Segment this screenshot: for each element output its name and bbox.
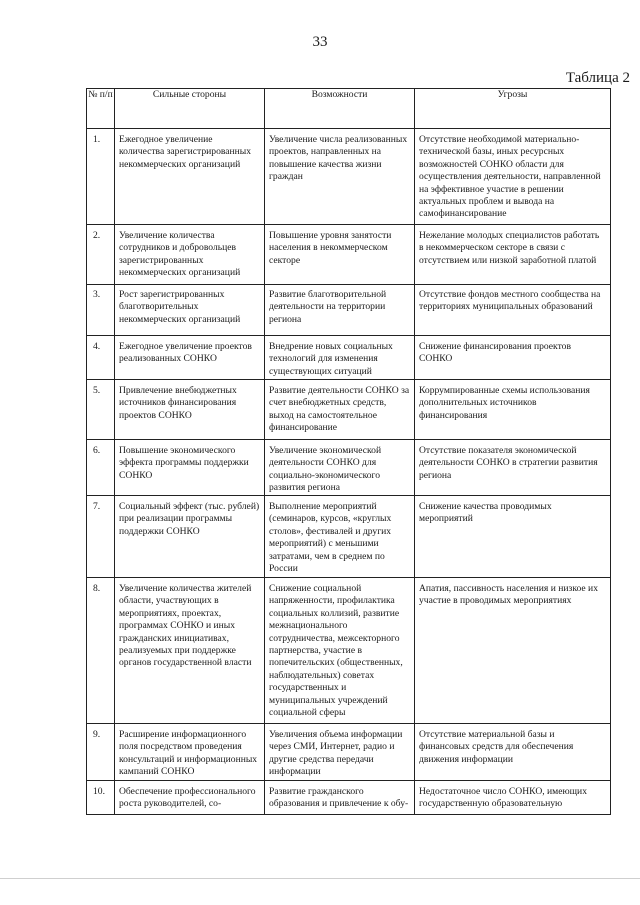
- strength-cell-text: Ежегодное увеличение количества зарегистрированных некоммерческих организаций: [119, 134, 252, 170]
- threat-cell-text: Снижение финансирования проектов СОНКО: [419, 341, 571, 365]
- threat-cell: [415, 225, 611, 285]
- page-edge-line: [0, 878, 640, 879]
- row-number: [87, 781, 115, 815]
- row-number: [87, 578, 115, 724]
- table-row: [87, 781, 611, 815]
- threat-cell-text: Снижение качества проводимых мероприятий: [419, 501, 552, 525]
- header-num: № п/п: [87, 89, 115, 129]
- threat-cell: [415, 380, 611, 440]
- opportunity-cell: [265, 578, 415, 724]
- row-number: [87, 336, 115, 380]
- opportunity-cell: [265, 336, 415, 380]
- strength-cell-text: Расширение информационного поля посредством проведения консультаций и информационных кампаний СОНКО: [119, 729, 258, 778]
- threat-cell-text: Апатия, пассивность населения и низкое их участие в проводимых мероприятиях: [419, 583, 598, 607]
- table-caption: Таблица 2: [565, 70, 630, 86]
- strength-cell: [115, 496, 265, 578]
- strength-cell: [115, 781, 265, 815]
- opportunity-cell-text: Увеличения объема информации через СМИ, Интернет, радио и другие средства передачи информации: [269, 729, 403, 778]
- opportunity-cell: [265, 380, 415, 440]
- row-number-text: 8.: [93, 583, 101, 594]
- strength-cell: [115, 440, 265, 496]
- row-number-text: 1.: [93, 134, 101, 145]
- row-number: [87, 724, 115, 781]
- opportunity-cell-text: Развитие гражданского образования и привлечение к обу-: [269, 786, 409, 810]
- row-number-text: 3.: [93, 289, 101, 300]
- threat-cell: [415, 578, 611, 724]
- threat-cell: [415, 285, 611, 336]
- opportunity-cell-text: Увеличение экономической деятельности СОНКО для социально-экономического развития региона: [269, 445, 382, 494]
- opportunity-cell-text: Внедрение новых социальных технологий для изменения существующих ситуаций: [269, 341, 393, 377]
- strength-cell: [115, 129, 265, 225]
- strength-cell: [115, 578, 265, 724]
- threat-cell: [415, 440, 611, 496]
- strength-cell: [115, 285, 265, 336]
- strength-cell-text: Увеличение количества жителей области, участвующих в мероприятиях, проектах, программах СОНКО и иных гражданских инициативах, реализуемых при поддержке органов государственной власти: [119, 583, 252, 669]
- table-row: [87, 225, 611, 285]
- threat-cell-text: Отсутствие материальной базы и финансовых средств для обеспечения движения информации: [419, 729, 574, 765]
- opportunity-cell: [265, 285, 415, 336]
- header-row: [87, 89, 611, 129]
- strength-cell-text: Ежегодное увеличение проектов реализованных СОНКО: [119, 341, 252, 365]
- threat-cell-text: Отсутствие необходимой материально-технической базы, иных ресурсных возможностей СОНКО области для осуществления деятельности, направленной на эффективное участие в решении актуальных проблем и вывода на самофинансирование: [419, 134, 601, 220]
- strength-cell-text: Обеспечение профессионального роста руководителей, со-: [119, 786, 256, 810]
- row-number-text: 9.: [93, 729, 101, 740]
- table-row: [87, 129, 611, 225]
- swot-table: [86, 88, 611, 815]
- table-row: [87, 724, 611, 781]
- table-row: [87, 496, 611, 578]
- opportunity-cell: [265, 724, 415, 781]
- strength-cell-text: Увеличение количества сотрудников и добровольцев зарегистрированных некоммерческих организаций: [119, 230, 241, 279]
- row-number-text: 4.: [93, 341, 101, 352]
- strength-cell-text: Социальный эффект (тыс. рублей) при реализации программы поддержки СОНКО: [119, 501, 260, 537]
- strength-cell: [115, 336, 265, 380]
- opportunity-cell: [265, 781, 415, 815]
- opportunity-cell-text: Увеличение числа реализованных проектов, направленных на повышение качества жизни граждан: [269, 134, 408, 183]
- row-number-text: 10.: [93, 786, 105, 797]
- row-number: [87, 225, 115, 285]
- threat-cell: [415, 781, 611, 815]
- header-opportunities: Возможности: [265, 89, 415, 129]
- row-number: [87, 285, 115, 336]
- strength-cell-text: Рост зарегистрированных благотворительных некоммерческих организаций: [119, 289, 241, 325]
- strength-cell: [115, 380, 265, 440]
- row-number: [87, 129, 115, 225]
- opportunity-cell: [265, 225, 415, 285]
- strength-cell-text: Повышение экономического эффекта программы поддержки СОНКО: [119, 445, 249, 481]
- threat-cell-text: Недостаточное число СОНКО, имеющих государственную образовательную: [419, 786, 587, 810]
- strength-cell-text: Привлечение внебюджетных источников финансирования проектов СОНКО: [119, 385, 237, 421]
- threat-cell: [415, 336, 611, 380]
- opportunity-cell-text: Повышение уровня занятости населения в некоммерческом секторе: [269, 230, 392, 266]
- opportunity-cell-text: Развитие благотворительной деятельности на территории региона: [269, 289, 387, 325]
- row-number: [87, 496, 115, 578]
- page-number: 33: [312, 34, 328, 50]
- strength-cell: [115, 724, 265, 781]
- table-row: [87, 578, 611, 724]
- strength-cell: [115, 225, 265, 285]
- table-row: [87, 380, 611, 440]
- opportunity-cell: [265, 496, 415, 578]
- row-number-text: 5.: [93, 385, 101, 396]
- row-number-text: 6.: [93, 445, 101, 456]
- threat-cell: [415, 724, 611, 781]
- opportunity-cell: [265, 440, 415, 496]
- table-row: [87, 440, 611, 496]
- opportunity-cell-text: Развитие деятельности СОНКО за счет внебюджетных средств, выход на самостоятельное финансирование: [269, 385, 410, 434]
- threat-cell-text: Коррумпированные схемы использования дополнительных источников финансирования: [419, 385, 590, 421]
- threat-cell-text: Отсутствие показателя экономической деятельности СОНКО в стратегии развития региона: [419, 445, 598, 481]
- header-strengths: Сильные стороны: [115, 89, 265, 129]
- table-row: [87, 336, 611, 380]
- threat-cell-text: Отсутствие фондов местного сообщества на территориях муниципальных образований: [419, 289, 601, 313]
- header-threats: Угрозы: [415, 89, 611, 129]
- row-number-text: 7.: [93, 501, 101, 512]
- threat-cell: [415, 496, 611, 578]
- opportunity-cell-text: Выполнение мероприятий (семинаров, курсов, «круглых столов», фестивалей и других мероприятий) с меньшими затратами, чем в среднем по России: [269, 501, 392, 575]
- row-number: [87, 440, 115, 496]
- threat-cell-text: Нежелание молодых специалистов работать в некоммерческом секторе в связи с отсутствием или низкой заработной платой: [419, 230, 600, 266]
- row-number: [87, 380, 115, 440]
- table-row: [87, 285, 611, 336]
- opportunity-cell-text: Снижение социальной напряженности, профилактика социальных коллизий, развитие межнационального сотрудничества, межсекторного партнерства, участие в попечительских (общественных, наблюдательных) советах государственных и муниципальных учреждений социальной сферы: [269, 583, 403, 719]
- row-number-text: 2.: [93, 230, 101, 241]
- opportunity-cell: [265, 129, 415, 225]
- threat-cell: [415, 129, 611, 225]
